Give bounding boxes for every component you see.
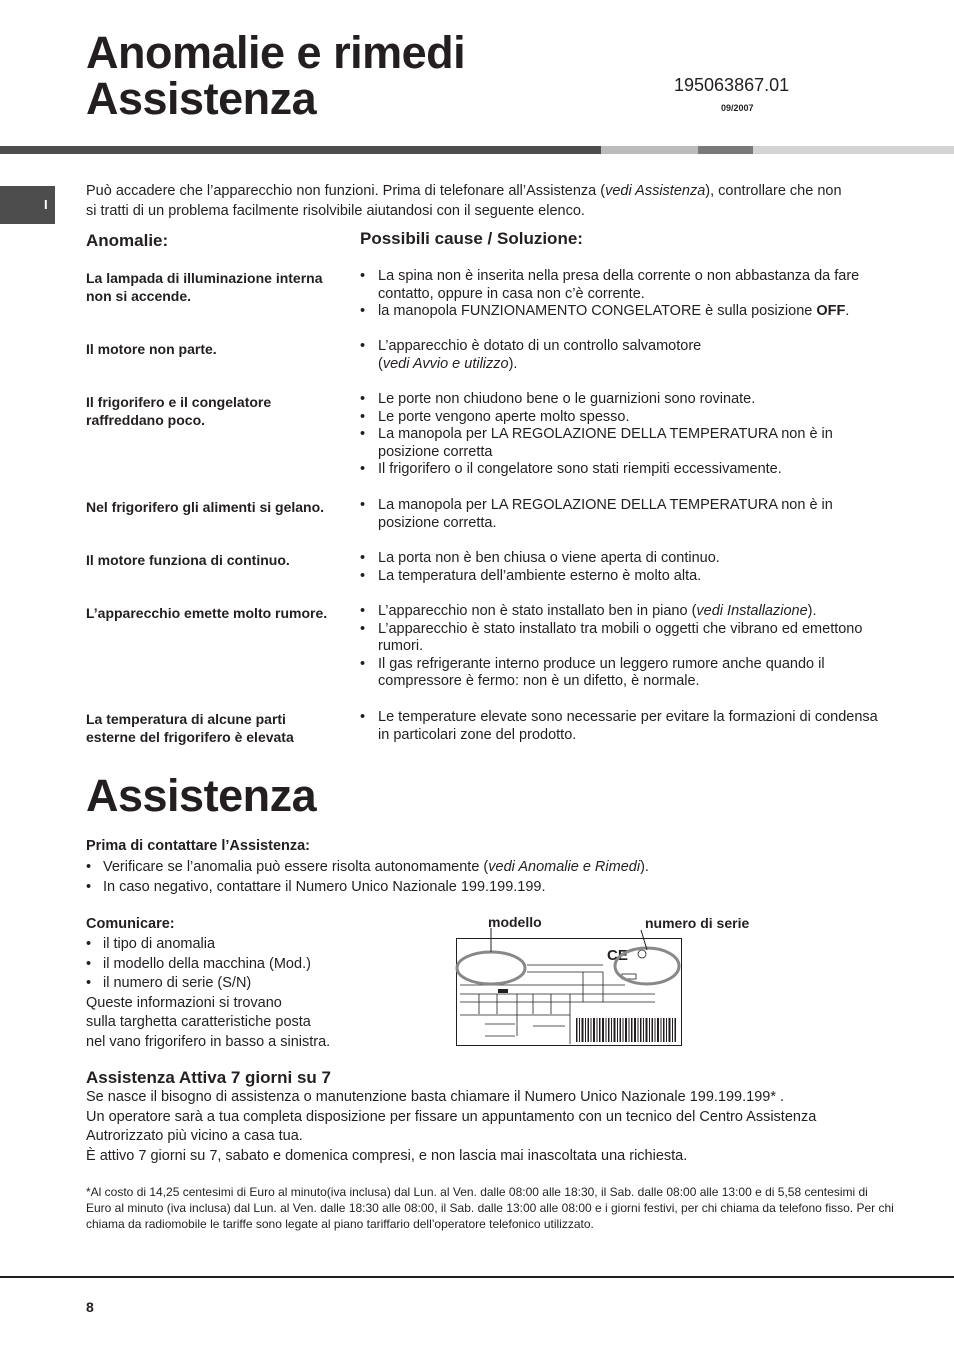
anomalies-heading: Anomalie: [86, 231, 169, 250]
title-line-2: Assistenza [86, 73, 317, 124]
document-date: 09/2007 [721, 103, 754, 113]
rating-plate-illustration [455, 928, 685, 1050]
page-number: 8 [86, 1299, 94, 1315]
problem-noise: L’apparecchio emette molto rumore. [86, 605, 328, 621]
plate-barcode [576, 1018, 676, 1042]
causes-cooling [360, 391, 880, 479]
communicate-heading: Comunicare: [86, 916, 175, 932]
causes-motor [360, 338, 880, 373]
list-item: • Le temperature elevate sono necessarie per evitare la formazioni di condensa in particolari zone del prodotto. [360, 709, 880, 744]
header-bar-dark [0, 146, 601, 154]
header-bar-mid [698, 146, 753, 154]
communicate-note-2: sulla targhetta caratteristiche posta [86, 1014, 311, 1030]
problem-continuous: Il motore funziona di continuo. [86, 552, 290, 568]
footnote: *Al costo di 14,25 centesimi di Euro al minuto(iva inclusa) dal Lun. al Ven. dalle 08:00 alle 18:30, il Sab. dalle 08:00 alle 13:00 e di 5,58 centesimi di Euro al minuto (iva inclusa) dal Lun. al Ven. dalle 18:30 alle 08:00, il Sab. dalle 13:00 alle 08:00 e i giorni festivi, per chi chiama da telefono fisso. Per chi chiama da radiomobile le tariffe sono legate al piano tariffario dell’operatore telefonico utilizzato. [86, 1185, 894, 1231]
intro-italic: vedi Assistenza [605, 183, 706, 199]
plate-outline [457, 939, 682, 1046]
active-line-2: Un operatore sarà a tua completa disposizione per fissare un appuntamento con un tecnico del Centro Assistenza Autrorizzato più vicino a casa tua. [86, 1108, 817, 1144]
causes-hot-parts [360, 709, 880, 744]
problem-hot-parts: La temperatura di alcune parti esterne del frigorifero è elevata [86, 711, 294, 745]
assistance-title: Assistenza [86, 770, 317, 821]
problem-lamp: La lampada di illuminazione interna non si accende. [86, 270, 323, 304]
language-tab [0, 186, 55, 224]
language-tab-label: I [44, 197, 48, 212]
list-item: • il tipo di anomalia [86, 935, 426, 955]
intro-text-1: Può accadere che l’apparecchio non funzioni. Prima di telefonare all’Assistenza ( [86, 183, 606, 199]
list-item: • Il gas refrigerante interno produce un leggero rumore anche quando il compressore è fermo: non è un difetto, è normale. [360, 656, 880, 691]
plate-small-box [498, 989, 508, 993]
list-item: • La manopola per LA REGOLAZIONE DELLA TEMPERATURA non è in posizione corretta. [360, 497, 880, 532]
communicate-list [86, 935, 426, 1052]
active-line-1: Se nasce il bisogno di assistenza o manutenzione basta chiamare il Numero Unico Nazionale 199.199.199* . [86, 1089, 785, 1105]
page-title [86, 27, 466, 124]
problem-cooling: Il frigorifero e il congelatore raffreddano poco. [86, 394, 272, 428]
header-bar-light [601, 146, 698, 154]
active-service-heading: Assistenza Attiva 7 giorni su 7 [86, 1068, 331, 1087]
list-item: • L’apparecchio è dotato di un controllo salvamotore (vedi Avvio e utilizzo). [360, 338, 880, 373]
list-item: • Le porte vengono aperte molto spesso. [360, 409, 880, 427]
communicate-note-3: nel vano frigorifero in basso a sinistra. [86, 1033, 331, 1050]
problem-motor: Il motore non parte. [86, 341, 217, 357]
intro-text-2: ), controllare che non si tratti di un problema facilmente risolvibile aiutandosi con il seguente elenco. [86, 183, 842, 219]
list-item: • La manopola per LA REGOLAZIONE DELLA TEMPERATURA non è in posizione corretta [360, 426, 880, 461]
intro-paragraph [86, 181, 846, 221]
list-item: • Il frigorifero o il congelatore sono stati riempiti eccessivamente. [360, 461, 880, 479]
list-item: • La spina non è inserita nella presa della corrente o non abbastanza da fare contatto, oppure in casa non c’è corrente. [360, 268, 880, 303]
footer-rule [0, 1276, 954, 1278]
before-contact-list [86, 858, 866, 897]
list-item: • L’apparecchio è stato installato tra mobili o oggetti che vibrano ed emettono rumori. [360, 621, 880, 656]
causes-lamp [360, 268, 880, 321]
causes-noise [360, 603, 880, 691]
list-item: • il numero di serie (S/N) [86, 974, 426, 994]
list-item: • L’apparecchio non è stato installato ben in piano (vedi Installazione). [360, 603, 880, 621]
document-number: 195063867.01 [674, 75, 790, 95]
list-item: • la manopola FUNZIONAMENTO CONGELATORE è sulla posizione OFF. [360, 303, 880, 321]
before-contact-heading: Prima di contattare l’Assistenza: [86, 838, 311, 854]
list-item: • il modello della macchina (Mod.) [86, 955, 426, 975]
list-item: • Verificare se l’anomalia può essere risolta autonomamente (vedi Anomalie e Rimedi). [86, 858, 866, 878]
list-item: • Le porte non chiudono bene o le guarnizioni sono rovinate. [360, 391, 880, 409]
causes-continuous [360, 550, 880, 585]
ce-mark: CE [607, 947, 628, 964]
plate-label-model: modello [488, 914, 542, 930]
causes-heading: Possibili cause / Soluzione: [360, 229, 583, 248]
header-bar-lightest [753, 146, 954, 154]
active-service-text [86, 1088, 876, 1166]
communicate-note-1: Queste informazioni si trovano [86, 994, 282, 1011]
causes-freezing [360, 497, 880, 532]
problem-freezing: Nel frigorifero gli alimenti si gelano. [86, 499, 325, 515]
active-line-3: È attivo 7 giorni su 7, sabato e domenica compresi, e non lascia mai inascoltata una richiesta. [86, 1147, 688, 1164]
list-item: • La temperatura dell’ambiente esterno è molto alta. [360, 568, 880, 586]
plate-label-serial: numero di serie [645, 915, 750, 931]
title-line-1: Anomalie e rimedi [86, 27, 466, 78]
list-item: • In caso negativo, contattare il Numero Unico Nazionale 199.199.199. [86, 878, 866, 898]
list-item: • La porta non è ben chiusa o viene aperta di continuo. [360, 550, 880, 568]
